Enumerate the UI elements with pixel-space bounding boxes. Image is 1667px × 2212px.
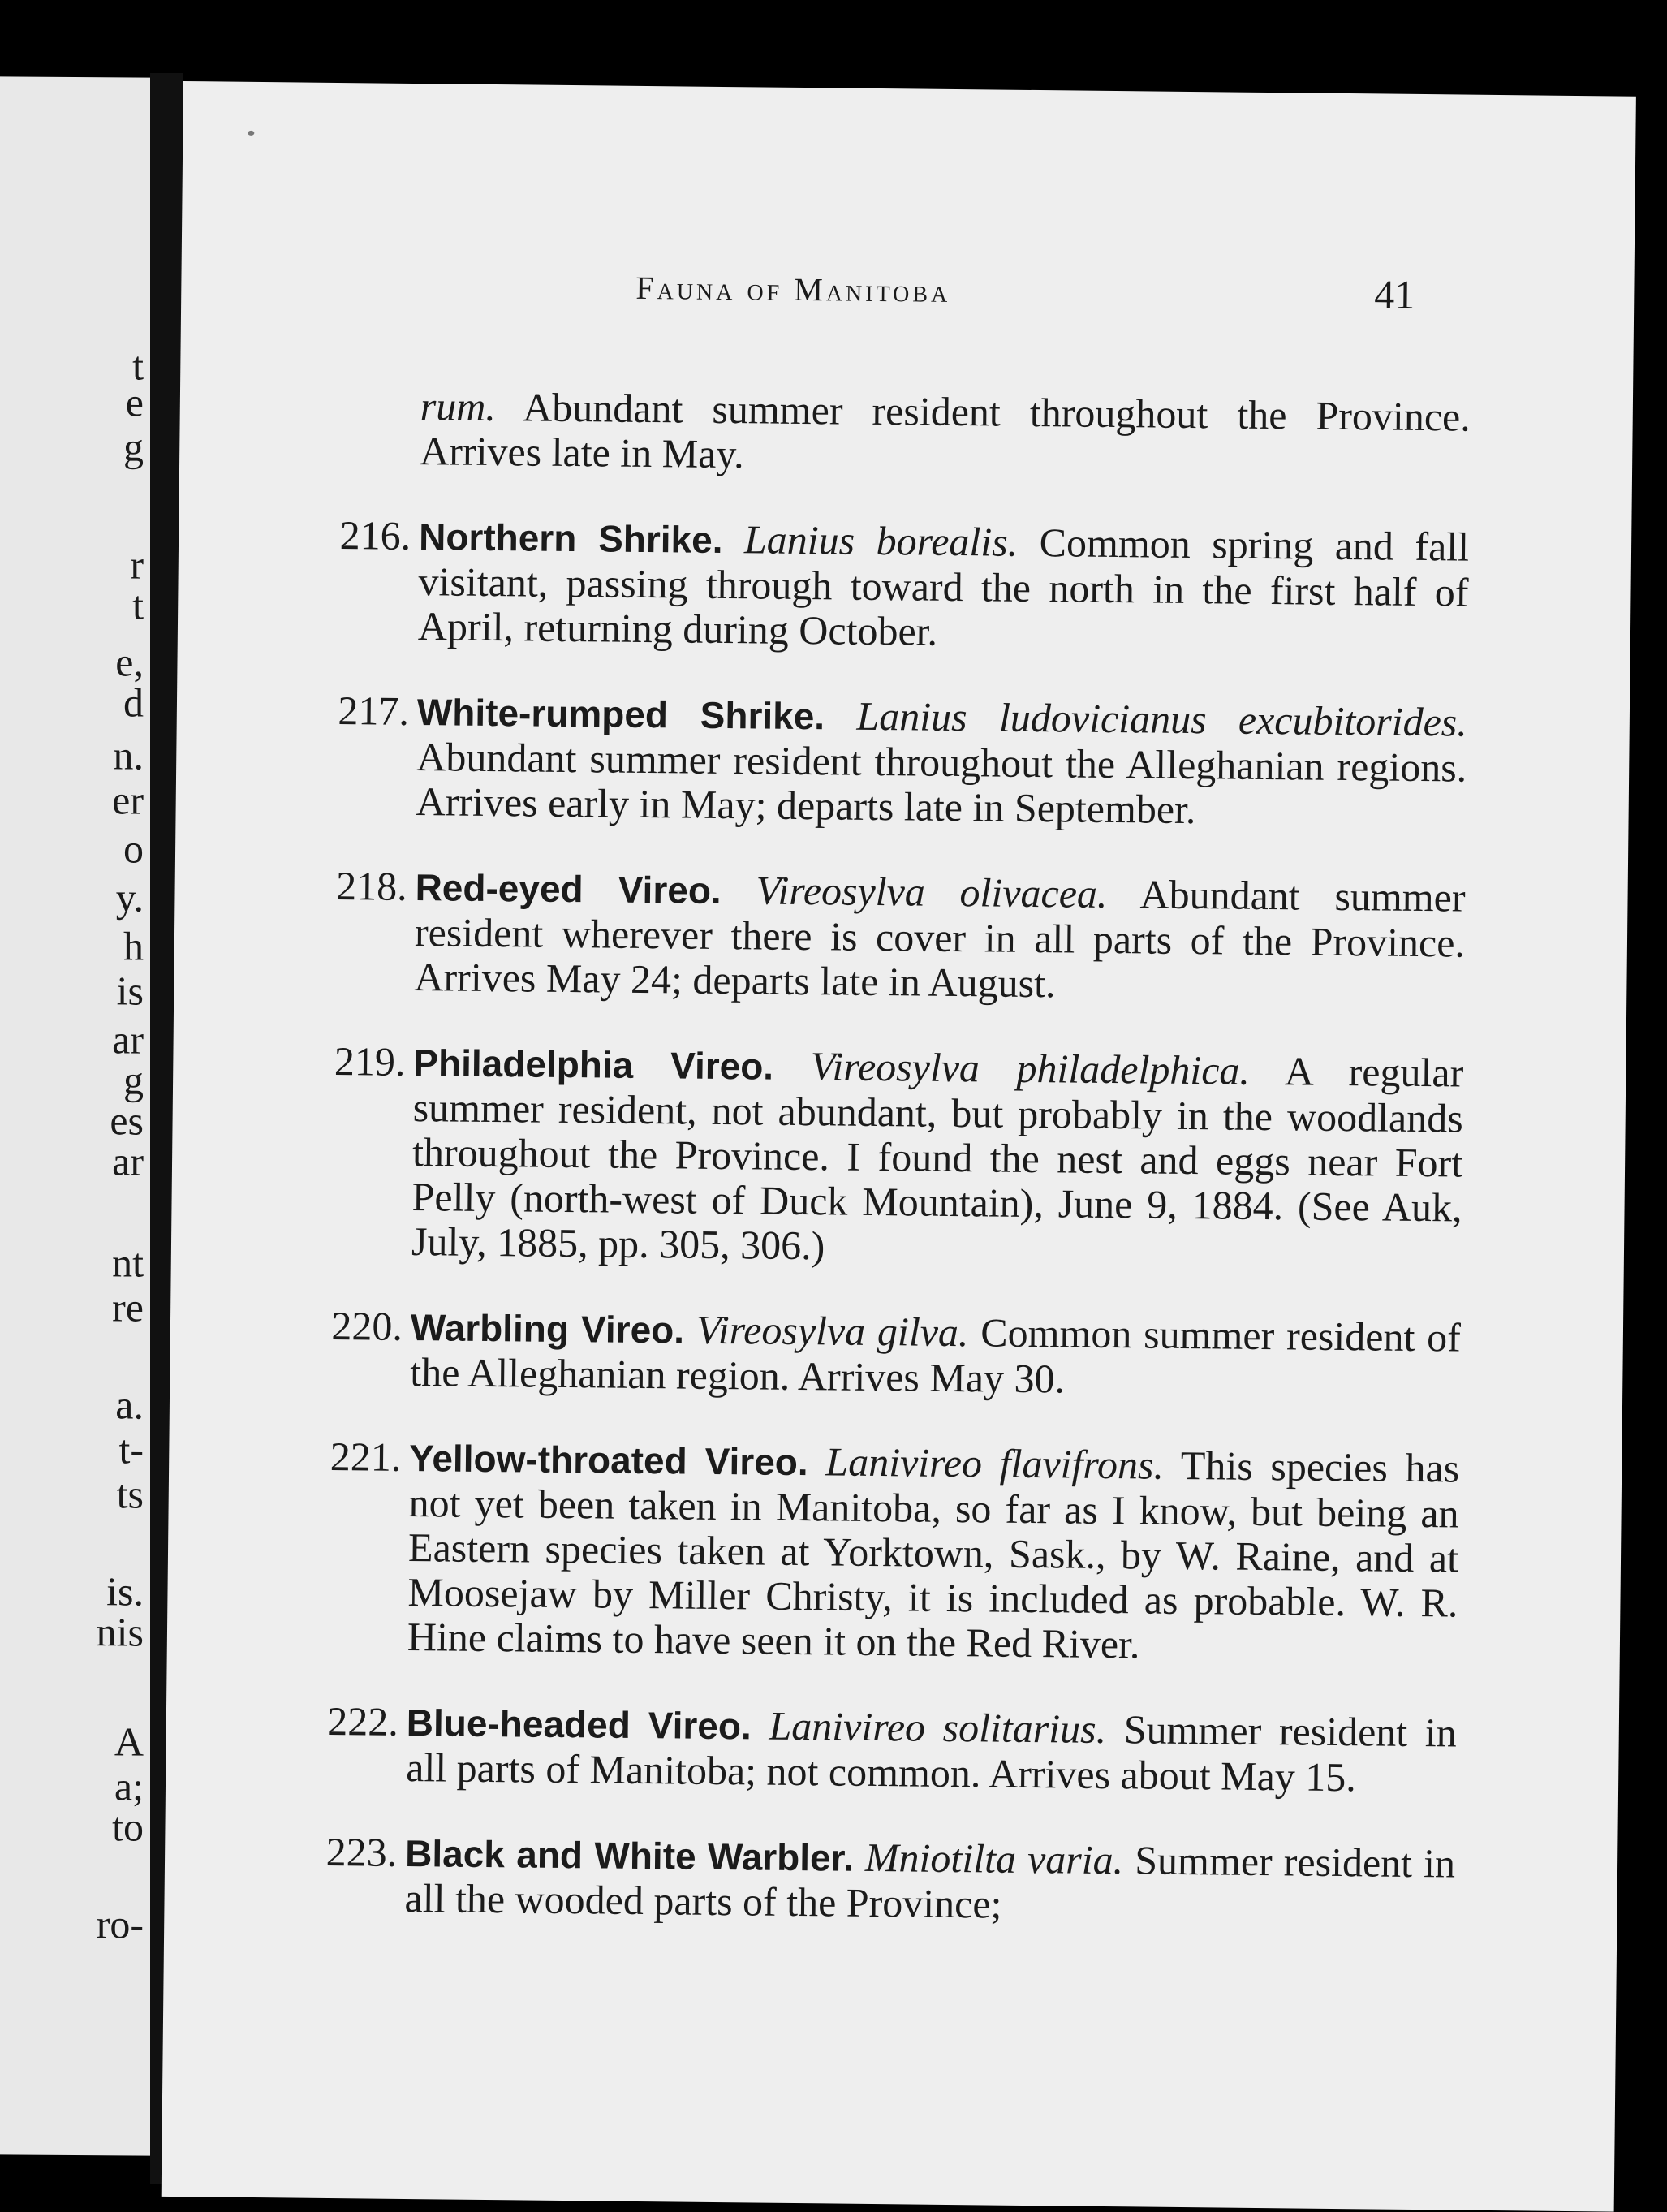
entry-description: Common summer resident of the Alleghanian region. Arrives May 30.: [410, 1309, 1462, 1402]
species-entry: [326, 1830, 1455, 1932]
entry-number: 223.: [325, 1828, 398, 1875]
running-head: Fauna of Manitoba: [635, 269, 951, 309]
entry-description: Abundant summer resident wherever there is cover in all parts of the Province. Arrives May 24; departs late in August.: [414, 871, 1466, 1007]
latin-name: Lanius ludovicianus excubitorides.: [856, 692, 1468, 745]
book-page: [162, 81, 1636, 2212]
entry-description: Common spring and fall visitant, passing through toward the north in the first half of April, returning during October.: [417, 520, 1470, 654]
species-entry: [332, 1304, 1461, 1406]
latin-name: Lanivireo solitarius.: [769, 1702, 1107, 1753]
previous-page-line-fragment: to: [112, 1804, 144, 1850]
entry-number: 219.: [334, 1038, 406, 1084]
previous-page-line-fragment: a.: [115, 1382, 144, 1428]
species-entry: [340, 513, 1470, 660]
previous-page-line-fragment: is.: [106, 1568, 144, 1615]
latin-name: Mniotilta varia.: [864, 1834, 1124, 1883]
previous-page-line-fragment: nis: [96, 1609, 144, 1655]
previous-page-line-fragment: ar: [112, 1138, 144, 1184]
continued-description: Abundant summer resident throughout the Province. Arrives late in May.: [419, 384, 1471, 477]
previous-page-line-fragment: ro-: [96, 1901, 144, 1947]
species-list: [326, 343, 1471, 1949]
previous-page-line-fragment: is: [116, 968, 144, 1014]
previous-page-line-fragment: e: [125, 379, 144, 425]
species-entry: [336, 864, 1466, 1011]
previous-page-line-fragment: nt: [112, 1240, 144, 1286]
previous-page-line-fragment: g: [123, 1057, 144, 1103]
previous-page-line-fragment: r: [130, 541, 144, 588]
latin-name: Lanivireo flavifrons.: [825, 1438, 1165, 1488]
previous-page-edge: [0, 76, 150, 2155]
previous-page-line-fragment: es: [110, 1097, 144, 1144]
previous-page-line-fragment: e,: [115, 639, 144, 685]
previous-page-line-fragment: A: [114, 1718, 144, 1765]
previous-page-line-fragment: t-: [118, 1426, 144, 1473]
common-name: Philadelphia Vireo.: [413, 1041, 774, 1088]
species-entry: [334, 1039, 1464, 1275]
entry-number: 221.: [330, 1433, 402, 1480]
page-number: 41: [1374, 271, 1415, 317]
previous-page-line-fragment: g: [123, 424, 144, 470]
entry-description: Abundant summer resident throughout the Alleghanian regions. Arrives early in May; departs late in September.: [416, 734, 1467, 833]
previous-page-line-fragment: ts: [116, 1471, 144, 1517]
entry-number: 220.: [331, 1302, 403, 1349]
latin-name: Vireosylva gilva.: [696, 1306, 969, 1356]
previous-page-line-fragment: h: [123, 923, 144, 969]
previous-page-line-fragment: y.: [115, 874, 144, 921]
common-name: Blue-headed Vireo.: [406, 1701, 752, 1748]
common-name: Black and White Warbler.: [404, 1831, 855, 1879]
latin-name: Vireosylva olivacea.: [756, 867, 1108, 916]
entry-number: 218.: [335, 863, 407, 909]
continued-entry-text: [342, 383, 1471, 485]
entry-description: Summer resident in all parts of Manitoba; not common. Arrives about May 15.: [405, 1706, 1458, 1800]
entry-description: Summer resident in all the wooded parts of the Province;: [404, 1837, 1456, 1927]
latin-name: Lanius borealis.: [743, 516, 1019, 565]
previous-page-line-fragment: o: [123, 826, 144, 872]
entry-number: 222.: [327, 1697, 399, 1744]
common-name: Yellow-throated Vireo.: [408, 1437, 808, 1484]
common-name: White-rumped Shrike.: [416, 691, 825, 738]
entry-number: 216.: [339, 512, 411, 558]
common-name: Warbling Vireo.: [410, 1306, 685, 1352]
previous-page-line-fragment: t: [132, 343, 144, 389]
previous-page-line-fragment: t: [132, 582, 144, 628]
entry-list: [326, 513, 1469, 1931]
scan-speck: [248, 131, 254, 136]
species-entry: [338, 688, 1467, 835]
common-name: Northern Shrike.: [418, 515, 723, 561]
previous-page-line-fragment: re: [112, 1284, 144, 1330]
previous-page-line-fragment: er: [112, 777, 144, 823]
previous-page-line-fragment: a;: [114, 1763, 144, 1809]
latin-name-fragment: rum.: [420, 383, 497, 430]
entry-description: This species has not yet been taken in Manitoba, so far as I know, but being an Eastern species taken at Yorktown, Sask., by W. Raine, and at Moosejaw by Miller Christy, it is included as probable. W. R. Hine claims to have seen it on the Red River.: [407, 1442, 1460, 1667]
previous-page-text-fragments: [0, 76, 150, 1947]
entry-description: A regular summer resident, not abundant, but probably in the woodlands throughout the Province. I found the nest and eggs near Fort Pelly (north-west of Duck Mountain), June 9, 1884. (See Auk, July, 1885, pp. 305, 306.): [411, 1048, 1464, 1269]
species-entry: [328, 1699, 1457, 1801]
previous-page-line-fragment: ar: [112, 1016, 144, 1063]
common-name: Red-eyed Vireo.: [415, 866, 722, 912]
species-entry: [330, 1434, 1460, 1671]
latin-name: Vireosylva philadelphica.: [810, 1043, 1251, 1093]
previous-page-line-fragment: d: [123, 679, 144, 726]
previous-page-line-fragment: n.: [113, 732, 144, 778]
entry-number: 217.: [338, 688, 410, 734]
